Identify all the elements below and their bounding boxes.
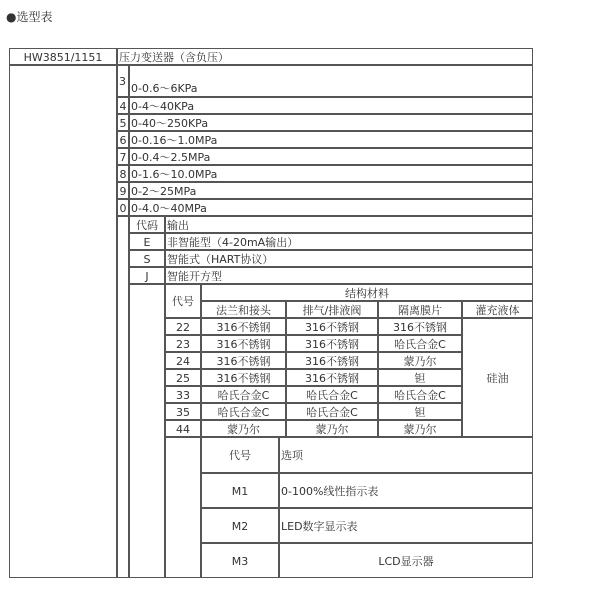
range-code: 4 [117, 97, 129, 114]
range-value: 0-2～25MPa [129, 182, 533, 199]
material-column-header: 法兰和接头 [201, 301, 286, 318]
range-value: 0-4～40KPa [129, 97, 533, 114]
output-code: S [129, 250, 165, 267]
range-value: 0-0.16～1.0MPa [129, 131, 533, 148]
range-value: 0-0.4～2.5MPa [129, 148, 533, 165]
range-code: 8 [117, 165, 129, 182]
material-code-span [165, 437, 201, 578]
material-diaphragm: 钽 [378, 369, 462, 386]
material-valve: 316不锈钢 [286, 318, 378, 335]
output-label: 智能开方型 [165, 267, 533, 284]
range-code-span [117, 216, 129, 578]
material-code: 44 [165, 420, 201, 437]
option-code: M1 [201, 473, 279, 508]
material-flange: 哈氏合金C [201, 403, 286, 420]
page-heading: ●选型表 [6, 10, 53, 24]
range-value: 0-4.0～40MPa [129, 199, 533, 216]
output-code-span [129, 284, 165, 578]
material-column-header: 隔离膜片 [378, 301, 462, 318]
material-code: 23 [165, 335, 201, 352]
material-diaphragm: 316不锈钢 [378, 318, 462, 335]
output-code-header: 代码 [129, 216, 165, 233]
model-name: 压力变送器（含负压） [117, 48, 533, 65]
option-code-header: 代号 [201, 437, 279, 473]
material-code: 25 [165, 369, 201, 386]
material-flange: 316不锈钢 [201, 369, 286, 386]
material-column-header: 灌充液体 [462, 301, 533, 318]
material-diaphragm: 蒙乃尔 [378, 420, 462, 437]
option-label: LCD显示器 [279, 543, 533, 578]
option-label-header: 选项 [279, 437, 533, 473]
material-valve: 哈氏合金C [286, 403, 378, 420]
range-code: 7 [117, 148, 129, 165]
material-flange: 316不锈钢 [201, 318, 286, 335]
output-code: E [129, 233, 165, 250]
output-label: 智能式（HART协议） [165, 250, 533, 267]
material-diaphragm: 哈氏合金C [378, 335, 462, 352]
material-code: 22 [165, 318, 201, 335]
option-label: 0-100%线性指示表 [279, 473, 533, 508]
range-code: 9 [117, 182, 129, 199]
option-code: M3 [201, 543, 279, 578]
range-code: 6 [117, 131, 129, 148]
material-code-header: 代号 [165, 284, 201, 318]
fill-liquid: 硅油 [462, 318, 533, 437]
material-valve: 316不锈钢 [286, 352, 378, 369]
option-label: LED数字显示表 [279, 508, 533, 543]
range-value: 0-0.6～6KPa [129, 65, 533, 97]
material-flange: 蒙乃尔 [201, 420, 286, 437]
range-code: 5 [117, 114, 129, 131]
material-flange: 316不锈钢 [201, 335, 286, 352]
model-code: HW3851/1151 [9, 48, 117, 65]
range-value: 0-1.6～10.0MPa [129, 165, 533, 182]
material-group-header: 结构材料 [201, 284, 533, 301]
material-valve: 316不锈钢 [286, 335, 378, 352]
range-code: 3 [117, 65, 129, 97]
option-code: M2 [201, 508, 279, 543]
material-flange: 哈氏合金C [201, 386, 286, 403]
output-label-header: 输出 [165, 216, 533, 233]
range-code: 0 [117, 199, 129, 216]
model-code-span [9, 65, 117, 578]
material-valve: 哈氏合金C [286, 386, 378, 403]
material-column-header: 排气/排液阀 [286, 301, 378, 318]
output-code: J [129, 267, 165, 284]
material-diaphragm: 钽 [378, 403, 462, 420]
material-valve: 316不锈钢 [286, 369, 378, 386]
material-diaphragm: 哈氏合金C [378, 386, 462, 403]
output-label: 非智能型（4-20mA输出） [165, 233, 533, 250]
range-value: 0-40～250KPa [129, 114, 533, 131]
material-valve: 蒙乃尔 [286, 420, 378, 437]
material-flange: 316不锈钢 [201, 352, 286, 369]
material-code: 33 [165, 386, 201, 403]
material-code: 24 [165, 352, 201, 369]
material-diaphragm: 蒙乃尔 [378, 352, 462, 369]
material-code: 35 [165, 403, 201, 420]
